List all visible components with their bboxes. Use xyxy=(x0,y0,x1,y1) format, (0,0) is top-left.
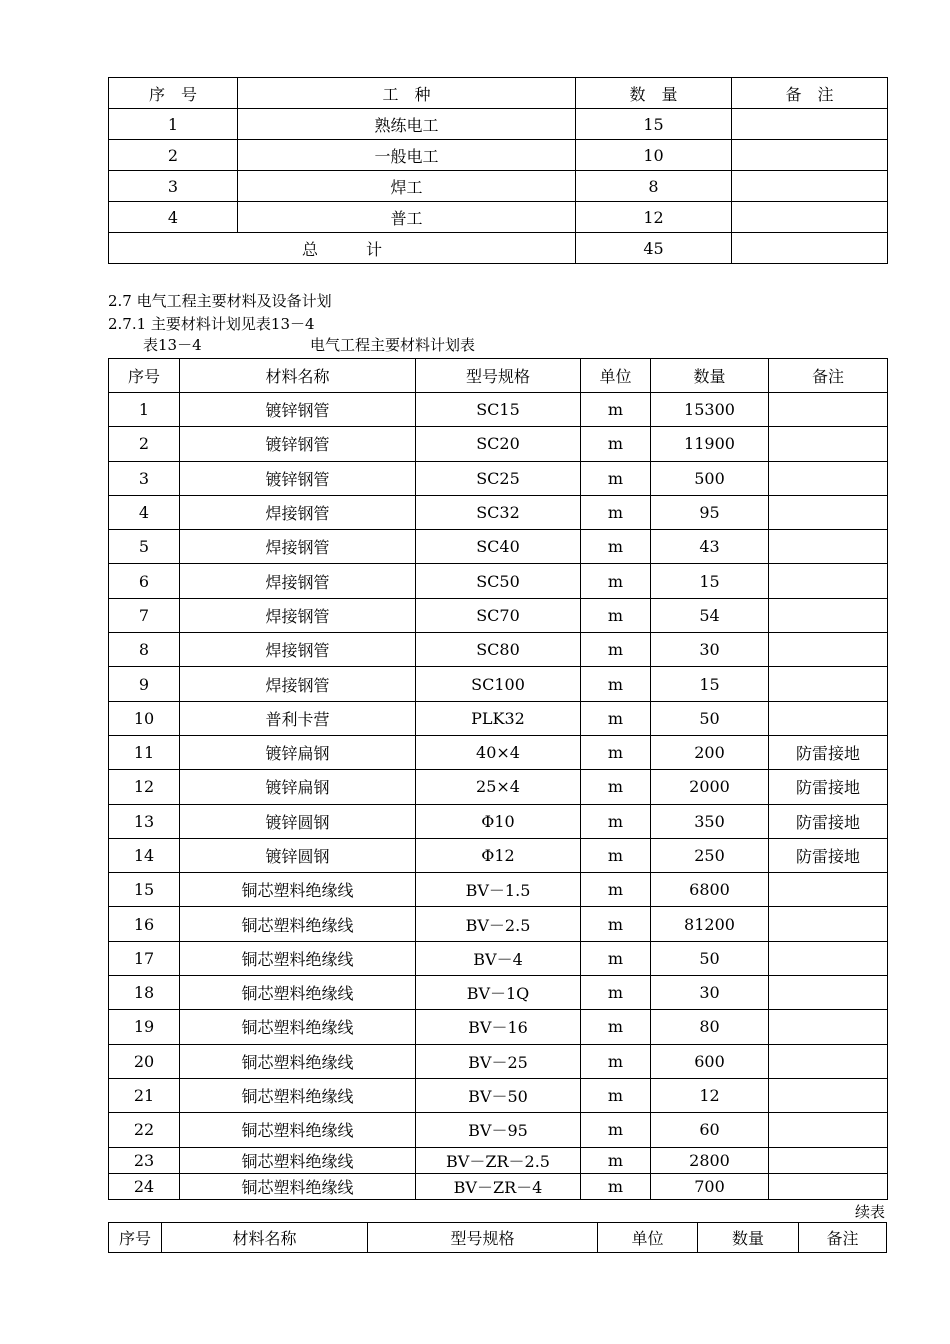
table-cell xyxy=(769,633,888,667)
header-cell: 序号 xyxy=(109,359,180,393)
table-cell: SC40 xyxy=(416,530,581,564)
table-row xyxy=(109,1113,888,1147)
table-header-row xyxy=(109,1223,887,1253)
header-cell: 序号 xyxy=(109,1223,162,1253)
header-cell: 型号规格 xyxy=(416,359,581,393)
table-cell: 焊接钢管 xyxy=(180,667,416,701)
table-row xyxy=(109,530,888,564)
table-cell: 铜芯塑料绝缘线 xyxy=(180,976,416,1010)
header-cell: 数量 xyxy=(698,1223,799,1253)
total-note xyxy=(732,233,888,264)
table-cell: 6 xyxy=(109,564,180,598)
total-label: 总 计 xyxy=(109,233,576,264)
continued-label: 续表 xyxy=(854,1203,885,1221)
table-row xyxy=(109,804,888,838)
table-row xyxy=(109,701,888,735)
table-cell xyxy=(769,701,888,735)
table-cell: m xyxy=(581,495,651,529)
table-cell xyxy=(769,1147,888,1173)
table-cell: 2 xyxy=(109,427,180,461)
table-cell: 镀锌扁钢 xyxy=(180,770,416,804)
table-cell: 25×4 xyxy=(416,770,581,804)
table-caption-id: 表13－4 xyxy=(143,336,202,354)
table-row xyxy=(109,1010,888,1044)
table-cell: SC15 xyxy=(416,393,581,427)
table-cell: 铜芯塑料绝缘线 xyxy=(180,941,416,975)
header-cell: 型号规格 xyxy=(368,1223,598,1253)
table-cell: 4 xyxy=(109,495,180,529)
table-cell: 镀锌钢管 xyxy=(180,461,416,495)
table-cell: m xyxy=(581,838,651,872)
table-cell: 普工 xyxy=(238,202,576,233)
table-row xyxy=(109,976,888,1010)
table-cell: 2800 xyxy=(651,1147,769,1173)
table-cell: 14 xyxy=(109,838,180,872)
table-cell: 铜芯塑料绝缘线 xyxy=(180,1113,416,1147)
table-cell: 镀锌钢管 xyxy=(180,393,416,427)
table-row xyxy=(109,667,888,701)
table-cell: 11900 xyxy=(651,427,769,461)
table-cell xyxy=(769,1010,888,1044)
table-cell: m xyxy=(581,941,651,975)
table-cell: 4 xyxy=(109,202,238,233)
materials-table xyxy=(108,358,888,1200)
table-cell: 15 xyxy=(109,873,180,907)
table-cell xyxy=(769,1044,888,1078)
section-heading: 2.7 电气工程主要材料及设备计划 xyxy=(108,292,332,310)
table-cell: m xyxy=(581,1113,651,1147)
table-cell: m xyxy=(581,1147,651,1173)
table-cell: 23 xyxy=(109,1147,180,1173)
total-row xyxy=(109,233,888,264)
table-cell: 60 xyxy=(651,1113,769,1147)
table-row xyxy=(109,770,888,804)
table-cell: 43 xyxy=(651,530,769,564)
table-cell: 镀锌圆钢 xyxy=(180,838,416,872)
table-cell: 21 xyxy=(109,1078,180,1112)
table-cell xyxy=(769,427,888,461)
table-cell: SC20 xyxy=(416,427,581,461)
table-cell: m xyxy=(581,907,651,941)
table-cell xyxy=(769,393,888,427)
header-cell: 工 种 xyxy=(238,78,576,109)
table-cell: SC50 xyxy=(416,564,581,598)
table-cell: 铜芯塑料绝缘线 xyxy=(180,1010,416,1044)
table-cell: 焊接钢管 xyxy=(180,598,416,632)
table-cell: 54 xyxy=(651,598,769,632)
table-cell: m xyxy=(581,701,651,735)
table-cell: 15 xyxy=(651,564,769,598)
table-cell: 3 xyxy=(109,461,180,495)
table-cell: 15 xyxy=(651,667,769,701)
table-cell: 3 xyxy=(109,171,238,202)
table-cell: 13 xyxy=(109,804,180,838)
table-cell: SC100 xyxy=(416,667,581,701)
header-cell: 备注 xyxy=(799,1223,887,1253)
table-cell xyxy=(769,598,888,632)
table-cell: 焊接钢管 xyxy=(180,495,416,529)
table-cell: 50 xyxy=(651,941,769,975)
table-cell: 镀锌圆钢 xyxy=(180,804,416,838)
subsection-heading: 2.7.1 主要材料计划见表13－4 xyxy=(108,315,315,333)
table-cell: SC80 xyxy=(416,633,581,667)
table-cell: 12 xyxy=(651,1078,769,1112)
table-cell: 18 xyxy=(109,976,180,1010)
header-cell: 单位 xyxy=(598,1223,698,1253)
table-cell: PLK32 xyxy=(416,701,581,735)
table-cell: BV－ZR－2.5 xyxy=(416,1147,581,1173)
table-cell: 8 xyxy=(576,171,732,202)
table-cell xyxy=(769,530,888,564)
table-cell xyxy=(769,873,888,907)
table-row xyxy=(109,838,888,872)
table-cell: 一般电工 xyxy=(238,140,576,171)
table-cell: 15300 xyxy=(651,393,769,427)
table-row xyxy=(109,427,888,461)
table-cell: m xyxy=(581,873,651,907)
table-cell: 铜芯塑料绝缘线 xyxy=(180,1044,416,1078)
table-cell: m xyxy=(581,1078,651,1112)
table-cell: SC32 xyxy=(416,495,581,529)
table-row xyxy=(109,171,888,202)
table-cell: 焊接钢管 xyxy=(180,633,416,667)
table-cell xyxy=(769,976,888,1010)
table-cell xyxy=(769,1173,888,1199)
table-row xyxy=(109,941,888,975)
table-cell: 6800 xyxy=(651,873,769,907)
table-row xyxy=(109,202,888,233)
table-cell: 95 xyxy=(651,495,769,529)
table-cell xyxy=(732,202,888,233)
table-cell: 2000 xyxy=(651,770,769,804)
table-row xyxy=(109,873,888,907)
table-cell: 50 xyxy=(651,701,769,735)
table-cell: m xyxy=(581,770,651,804)
total-value: 45 xyxy=(576,233,732,264)
table-cell: m xyxy=(581,1044,651,1078)
table-cell: m xyxy=(581,461,651,495)
table-cell: m xyxy=(581,1010,651,1044)
labor-table xyxy=(108,77,888,264)
table-caption-title: 电气工程主要材料计划表 xyxy=(310,336,476,354)
table-cell: m xyxy=(581,976,651,1010)
table-cell: 焊工 xyxy=(238,171,576,202)
table-cell: m xyxy=(581,667,651,701)
table-cell: 焊接钢管 xyxy=(180,564,416,598)
table-cell: 200 xyxy=(651,735,769,769)
table-cell: m xyxy=(581,633,651,667)
table-cell: 80 xyxy=(651,1010,769,1044)
table-cell: 350 xyxy=(651,804,769,838)
table-cell: 铜芯塑料绝缘线 xyxy=(180,1147,416,1173)
table-cell: 40×4 xyxy=(416,735,581,769)
table-cell: BV－25 xyxy=(416,1044,581,1078)
table-cell: 600 xyxy=(651,1044,769,1078)
table-cell: 防雷接地 xyxy=(769,735,888,769)
header-cell: 数 量 xyxy=(576,78,732,109)
table-cell: 铜芯塑料绝缘线 xyxy=(180,1173,416,1199)
table-cell: 铜芯塑料绝缘线 xyxy=(180,907,416,941)
table-cell xyxy=(769,941,888,975)
table-row xyxy=(109,598,888,632)
table-row xyxy=(109,109,888,140)
table-cell: 焊接钢管 xyxy=(180,530,416,564)
table-cell: m xyxy=(581,1173,651,1199)
table-cell: SC70 xyxy=(416,598,581,632)
table-cell: 12 xyxy=(109,770,180,804)
table-cell: BV－16 xyxy=(416,1010,581,1044)
table-cell: m xyxy=(581,564,651,598)
table-cell: m xyxy=(581,393,651,427)
table-row xyxy=(109,495,888,529)
table-cell: BV－ZR－4 xyxy=(416,1173,581,1199)
table-row xyxy=(109,564,888,598)
table-cell: BV－50 xyxy=(416,1078,581,1112)
header-cell: 数量 xyxy=(651,359,769,393)
table-row xyxy=(109,633,888,667)
table-cell: 24 xyxy=(109,1173,180,1199)
header-cell: 单位 xyxy=(581,359,651,393)
header-cell: 材料名称 xyxy=(180,359,416,393)
table-cell: m xyxy=(581,598,651,632)
table-cell: 10 xyxy=(576,140,732,171)
header-cell: 材料名称 xyxy=(162,1223,368,1253)
table-cell: 81200 xyxy=(651,907,769,941)
table-cell: 5 xyxy=(109,530,180,564)
table-cell: 防雷接地 xyxy=(769,770,888,804)
table-cell: 10 xyxy=(109,701,180,735)
table-cell: 12 xyxy=(576,202,732,233)
table-row xyxy=(109,1147,888,1173)
table-cell xyxy=(769,907,888,941)
header-cell: 备 注 xyxy=(732,78,888,109)
table-cell: 2 xyxy=(109,140,238,171)
table-cell: BV－2.5 xyxy=(416,907,581,941)
table-cell: SC25 xyxy=(416,461,581,495)
table-cell: 700 xyxy=(651,1173,769,1199)
table-cell: Φ10 xyxy=(416,804,581,838)
table-cell: 17 xyxy=(109,941,180,975)
table-cell xyxy=(769,1113,888,1147)
table-row xyxy=(109,735,888,769)
table-cell: 19 xyxy=(109,1010,180,1044)
header-cell: 序 号 xyxy=(109,78,238,109)
table-header-row xyxy=(109,78,888,109)
table-cell: 22 xyxy=(109,1113,180,1147)
table-cell: 镀锌扁钢 xyxy=(180,735,416,769)
header-cell: 备注 xyxy=(769,359,888,393)
table-cell xyxy=(769,495,888,529)
table-cell: Φ12 xyxy=(416,838,581,872)
table-cell: 30 xyxy=(651,976,769,1010)
table-row xyxy=(109,140,888,171)
table-cell xyxy=(769,667,888,701)
table-cell: 防雷接地 xyxy=(769,804,888,838)
table-cell: 普利卡营 xyxy=(180,701,416,735)
table-cell: 15 xyxy=(576,109,732,140)
table-cell: 7 xyxy=(109,598,180,632)
table-cell: 防雷接地 xyxy=(769,838,888,872)
materials-table-continued xyxy=(108,1222,887,1253)
table-cell: m xyxy=(581,804,651,838)
table-cell xyxy=(732,140,888,171)
table-cell: 8 xyxy=(109,633,180,667)
table-cell: 11 xyxy=(109,735,180,769)
table-cell xyxy=(769,461,888,495)
table-row xyxy=(109,393,888,427)
table-cell: 铜芯塑料绝缘线 xyxy=(180,1078,416,1112)
table-cell: 1 xyxy=(109,109,238,140)
table-cell: m xyxy=(581,427,651,461)
table-cell: BV－1Q xyxy=(416,976,581,1010)
table-cell: 20 xyxy=(109,1044,180,1078)
table-cell: BV－4 xyxy=(416,941,581,975)
table-cell xyxy=(769,564,888,598)
table-cell: 9 xyxy=(109,667,180,701)
table-cell: 铜芯塑料绝缘线 xyxy=(180,873,416,907)
table-cell: BV－1.5 xyxy=(416,873,581,907)
table-row xyxy=(109,461,888,495)
table-header-row xyxy=(109,359,888,393)
table-cell: 16 xyxy=(109,907,180,941)
table-cell: 250 xyxy=(651,838,769,872)
table-row xyxy=(109,907,888,941)
table-cell xyxy=(769,1078,888,1112)
table-row xyxy=(109,1173,888,1199)
table-cell: 30 xyxy=(651,633,769,667)
table-cell: 镀锌钢管 xyxy=(180,427,416,461)
table-cell xyxy=(732,109,888,140)
table-cell xyxy=(732,171,888,202)
table-cell: 500 xyxy=(651,461,769,495)
table-cell: m xyxy=(581,530,651,564)
table-row xyxy=(109,1078,888,1112)
table-cell: 1 xyxy=(109,393,180,427)
table-cell: 熟练电工 xyxy=(238,109,576,140)
table-row xyxy=(109,1044,888,1078)
table-cell: m xyxy=(581,735,651,769)
table-cell: BV－95 xyxy=(416,1113,581,1147)
